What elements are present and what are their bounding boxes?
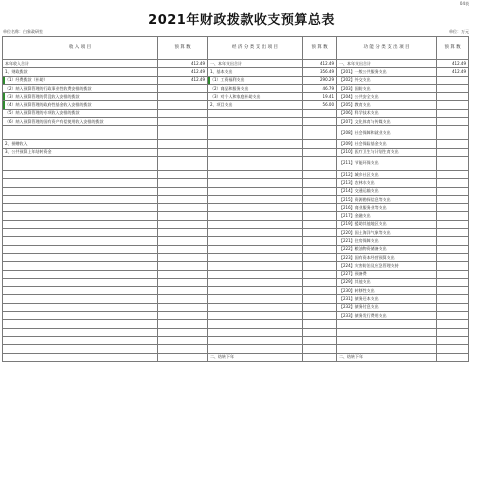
income-budget-cell[interactable] xyxy=(158,229,208,237)
functional-budget-cell[interactable] xyxy=(437,278,469,286)
economic-item-cell[interactable] xyxy=(208,303,303,311)
income-item-cell[interactable]: 本年收入合计 xyxy=(3,60,158,68)
functional-budget-cell[interactable] xyxy=(437,195,469,203)
income-item-cell[interactable] xyxy=(3,245,158,253)
income-budget-cell[interactable] xyxy=(158,353,208,361)
economic-budget-cell[interactable]: 356.49 xyxy=(303,68,337,76)
functional-item-cell[interactable]: 【219】援助其他地区支出 xyxy=(337,220,437,228)
functional-budget-cell[interactable] xyxy=(437,229,469,237)
table-row xyxy=(3,287,469,295)
functional-budget-cell[interactable]: 412.49 xyxy=(437,60,469,68)
functional-item-cell[interactable]: 【227】预备费 xyxy=(337,270,437,278)
income-item-cell[interactable]: （1）经费拨款（补助） xyxy=(3,76,158,84)
functional-item-cell[interactable]: 【229】其他支出 xyxy=(337,278,437,286)
economic-item-cell[interactable] xyxy=(208,179,303,187)
table-row xyxy=(3,76,469,84)
functional-budget-cell[interactable] xyxy=(437,320,469,328)
income-item-cell[interactable] xyxy=(3,156,158,170)
economic-budget-cell[interactable] xyxy=(303,328,337,336)
header-income-item[interactable]: 收 入 项 目 xyxy=(3,37,158,60)
header-income-budget[interactable]: 预 算 数 xyxy=(158,37,208,60)
income-budget-cell[interactable] xyxy=(158,295,208,303)
income-item-cell[interactable]: （3）纳入预算管理的罚没收入安排的拨款 xyxy=(3,93,158,101)
economic-budget-cell[interactable] xyxy=(303,179,337,187)
economic-item-cell[interactable] xyxy=(208,170,303,178)
functional-budget-cell[interactable] xyxy=(437,336,469,344)
table-row xyxy=(3,345,469,353)
economic-budget-cell[interactable] xyxy=(303,312,337,320)
functional-item-cell[interactable]: 【232】债务付息支出 xyxy=(337,303,437,311)
economic-item-cell[interactable] xyxy=(208,195,303,203)
functional-budget-cell[interactable] xyxy=(437,295,469,303)
functional-item-cell[interactable]: 【209】社会保险基金支出 xyxy=(337,140,437,148)
economic-item-cell[interactable]: 2、项目支出 xyxy=(208,101,303,109)
functional-budget-cell[interactable] xyxy=(437,262,469,270)
economic-budget-cell[interactable] xyxy=(303,187,337,195)
income-item-cell[interactable] xyxy=(3,212,158,220)
income-item-cell[interactable] xyxy=(3,270,158,278)
economic-budget-cell[interactable] xyxy=(303,295,337,303)
economic-budget-cell[interactable] xyxy=(303,320,337,328)
functional-budget-cell[interactable] xyxy=(437,237,469,245)
economic-item-cell[interactable] xyxy=(208,328,303,336)
table-row xyxy=(3,118,469,126)
economic-item-cell[interactable] xyxy=(208,220,303,228)
functional-item-cell[interactable] xyxy=(337,328,437,336)
header-functional-item[interactable]: 功 能 分 类 支 出 项 目 xyxy=(337,37,437,60)
income-budget-cell[interactable] xyxy=(158,262,208,270)
functional-budget-cell[interactable] xyxy=(437,204,469,212)
income-item-cell[interactable] xyxy=(3,253,158,261)
income-budget-cell[interactable] xyxy=(158,93,208,101)
functional-budget-cell[interactable] xyxy=(437,187,469,195)
economic-item-cell[interactable] xyxy=(208,187,303,195)
economic-item-cell[interactable] xyxy=(208,140,303,148)
functional-budget-cell[interactable] xyxy=(437,76,469,84)
economic-budget-cell[interactable] xyxy=(303,353,337,361)
income-item-cell[interactable] xyxy=(3,204,158,212)
table-row xyxy=(3,295,469,303)
economic-item-cell[interactable] xyxy=(208,229,303,237)
table-row xyxy=(3,336,469,344)
economic-budget-cell[interactable]: 412.49 xyxy=(303,60,337,68)
economic-item-cell[interactable] xyxy=(208,287,303,295)
economic-budget-cell[interactable] xyxy=(303,170,337,178)
economic-budget-cell[interactable] xyxy=(303,278,337,286)
economic-budget-cell[interactable] xyxy=(303,126,337,140)
economic-item-cell[interactable]: 二、结转下年 xyxy=(208,353,303,361)
income-item-cell[interactable] xyxy=(3,295,158,303)
income-item-cell[interactable] xyxy=(3,320,158,328)
income-budget-cell[interactable] xyxy=(158,312,208,320)
income-item-cell[interactable] xyxy=(3,229,158,237)
table-row xyxy=(3,229,469,237)
functional-budget-cell[interactable] xyxy=(437,303,469,311)
table-row xyxy=(3,303,469,311)
income-budget-cell[interactable] xyxy=(158,109,208,117)
functional-item-cell[interactable]: 【206】科学技术支出 xyxy=(337,109,437,117)
functional-budget-cell[interactable] xyxy=(437,345,469,353)
table-row xyxy=(3,179,469,187)
header-row xyxy=(3,37,469,60)
economic-budget-cell[interactable]: 46.79 xyxy=(303,84,337,92)
income-item-cell[interactable] xyxy=(3,278,158,286)
functional-item-cell[interactable]: 二、结转下年 xyxy=(337,353,437,361)
table-row xyxy=(3,320,469,328)
income-item-cell[interactable] xyxy=(3,353,158,361)
functional-item-cell[interactable]: 【205】教育支出 xyxy=(337,101,437,109)
functional-item-cell[interactable]: 【220】国土海洋气象等支出 xyxy=(337,229,437,237)
economic-item-cell[interactable] xyxy=(208,109,303,117)
budget-table xyxy=(2,36,469,362)
functional-budget-cell[interactable] xyxy=(437,253,469,261)
functional-budget-cell[interactable] xyxy=(437,148,469,156)
income-budget-cell[interactable] xyxy=(158,84,208,92)
table-row xyxy=(3,68,469,76)
income-budget-cell[interactable] xyxy=(158,126,208,140)
functional-budget-cell[interactable] xyxy=(437,170,469,178)
functional-item-cell[interactable]: 【221】住房保障支出 xyxy=(337,237,437,245)
functional-item-cell[interactable]: 【204】公共安全支出 xyxy=(337,93,437,101)
table-row xyxy=(3,253,469,261)
income-budget-cell[interactable] xyxy=(158,118,208,126)
economic-item-cell[interactable]: （2）商品和服务支出 xyxy=(208,84,303,92)
functional-budget-cell[interactable] xyxy=(437,84,469,92)
table-row xyxy=(3,278,469,286)
table-row xyxy=(3,312,469,320)
income-budget-cell[interactable] xyxy=(158,320,208,328)
table-row xyxy=(3,204,469,212)
functional-item-cell[interactable]: 【213】农林水支出 xyxy=(337,179,437,187)
page-title: 2021年财政拨款收支预算总表 xyxy=(148,13,335,28)
economic-item-cell[interactable] xyxy=(208,312,303,320)
functional-item-cell[interactable]: 【230】转移性支出 xyxy=(337,287,437,295)
income-budget-cell[interactable] xyxy=(158,303,208,311)
table-row xyxy=(3,212,469,220)
functional-budget-cell[interactable] xyxy=(437,156,469,170)
functional-item-cell[interactable]: 【223】国有资本经营预算支出 xyxy=(337,253,437,261)
functional-item-cell[interactable]: 【210】医疗卫生与计划生育支出 xyxy=(337,148,437,156)
table-row xyxy=(3,187,469,195)
table-row xyxy=(3,126,469,140)
table-row xyxy=(3,109,469,117)
functional-item-cell[interactable]: 【211】节能环保支出 xyxy=(337,156,437,170)
table-row xyxy=(3,195,469,203)
functional-item-cell[interactable] xyxy=(337,320,437,328)
functional-budget-cell[interactable] xyxy=(437,270,469,278)
income-item-cell[interactable]: 2、捐赠收入 xyxy=(3,140,158,148)
functional-item-cell[interactable]: 【212】城乡社区支出 xyxy=(337,170,437,178)
income-budget-cell[interactable] xyxy=(158,270,208,278)
economic-item-cell[interactable] xyxy=(208,212,303,220)
functional-item-cell[interactable]: 【233】债务发行费用支出 xyxy=(337,312,437,320)
functional-item-cell[interactable]: 【224】灾害防治及应急管理支持 xyxy=(337,262,437,270)
header-economic-item[interactable]: 经 济 分 类 支 出 项 目 xyxy=(208,37,303,60)
income-budget-cell[interactable] xyxy=(158,345,208,353)
functional-item-cell[interactable] xyxy=(337,336,437,344)
functional-item-cell[interactable]: 【216】商业服务业等支出 xyxy=(337,204,437,212)
economic-budget-cell[interactable] xyxy=(303,204,337,212)
economic-item-cell[interactable]: （1）工资福利支出 xyxy=(208,76,303,84)
table-row xyxy=(3,170,469,178)
functional-item-cell[interactable]: 【222】粮油物资储备支出 xyxy=(337,245,437,253)
page-number: 04表 xyxy=(459,1,469,6)
table-row xyxy=(3,140,469,148)
functional-item-cell[interactable]: 【217】金融支出 xyxy=(337,212,437,220)
functional-budget-cell[interactable] xyxy=(437,126,469,140)
income-item-cell[interactable]: （6）纳入预算管理的国有资产有偿使用收入安排的拨款 xyxy=(3,118,158,126)
economic-item-cell[interactable] xyxy=(208,148,303,156)
income-budget-cell[interactable] xyxy=(158,101,208,109)
income-item-cell[interactable] xyxy=(3,187,158,195)
economic-budget-cell[interactable] xyxy=(303,336,337,344)
functional-item-cell[interactable]: 【203】国防支出 xyxy=(337,84,437,92)
table-row xyxy=(3,237,469,245)
economic-budget-cell[interactable] xyxy=(303,262,337,270)
income-budget-cell[interactable] xyxy=(158,179,208,187)
income-item-cell[interactable] xyxy=(3,287,158,295)
functional-item-cell[interactable]: 【231】债务还本支出 xyxy=(337,295,437,303)
income-budget-cell[interactable] xyxy=(158,156,208,170)
economic-budget-cell[interactable]: 290.29 xyxy=(303,76,337,84)
header-economic-budget[interactable]: 预 算 数 xyxy=(303,37,337,60)
table-row xyxy=(3,245,469,253)
income-budget-cell[interactable] xyxy=(158,170,208,178)
economic-budget-cell[interactable] xyxy=(303,109,337,117)
income-item-cell[interactable] xyxy=(3,179,158,187)
functional-budget-cell[interactable] xyxy=(437,118,469,126)
economic-item-cell[interactable] xyxy=(208,270,303,278)
income-item-cell[interactable] xyxy=(3,170,158,178)
table-row xyxy=(3,262,469,270)
economic-item-cell[interactable] xyxy=(208,126,303,140)
functional-item-cell[interactable]: 【215】资源勘探信息等支出 xyxy=(337,195,437,203)
economic-item-cell[interactable] xyxy=(208,262,303,270)
economic-budget-cell[interactable] xyxy=(303,212,337,220)
economic-budget-cell[interactable] xyxy=(303,156,337,170)
economic-item-cell[interactable]: 1、基本支出 xyxy=(208,68,303,76)
functional-item-cell[interactable]: 【202】外交支出 xyxy=(337,76,437,84)
income-item-cell[interactable]: 3、公共预算上年结转资金 xyxy=(3,148,158,156)
economic-budget-cell[interactable] xyxy=(303,220,337,228)
economic-item-cell[interactable] xyxy=(208,345,303,353)
income-budget-cell[interactable] xyxy=(158,204,208,212)
economic-item-cell[interactable] xyxy=(208,336,303,344)
economic-budget-cell[interactable] xyxy=(303,345,337,353)
functional-budget-cell[interactable] xyxy=(437,93,469,101)
income-item-cell[interactable] xyxy=(3,237,158,245)
functional-budget-cell[interactable] xyxy=(437,212,469,220)
functional-budget-cell[interactable] xyxy=(437,109,469,117)
functional-item-cell[interactable]: 【208】社会保障和就业支出 xyxy=(337,126,437,140)
income-item-cell[interactable] xyxy=(3,262,158,270)
income-item-cell[interactable] xyxy=(3,345,158,353)
budget-table-body xyxy=(3,37,469,362)
functional-budget-cell[interactable] xyxy=(437,328,469,336)
table-row xyxy=(3,101,469,109)
income-budget-cell[interactable] xyxy=(158,140,208,148)
economic-item-cell[interactable] xyxy=(208,118,303,126)
income-budget-cell[interactable] xyxy=(158,253,208,261)
functional-item-cell[interactable]: 一、本年支出合计 xyxy=(337,60,437,68)
economic-item-cell[interactable] xyxy=(208,253,303,261)
economic-item-cell[interactable] xyxy=(208,320,303,328)
income-budget-cell[interactable] xyxy=(158,328,208,336)
income-item-cell[interactable] xyxy=(3,328,158,336)
functional-budget-cell[interactable] xyxy=(437,179,469,187)
income-budget-cell[interactable]: 412.49 xyxy=(158,68,208,76)
income-item-cell[interactable] xyxy=(3,312,158,320)
functional-item-cell[interactable]: 【214】交通运输支出 xyxy=(337,187,437,195)
income-budget-cell[interactable] xyxy=(158,287,208,295)
income-budget-cell[interactable]: 412.49 xyxy=(158,60,208,68)
income-item-cell[interactable] xyxy=(3,220,158,228)
income-budget-cell[interactable] xyxy=(158,212,208,220)
economic-item-cell[interactable]: （3）对个人和家庭补助支出 xyxy=(208,93,303,101)
economic-item-cell[interactable] xyxy=(208,156,303,170)
table-row xyxy=(3,328,469,336)
income-budget-cell[interactable] xyxy=(158,148,208,156)
economic-budget-cell[interactable] xyxy=(303,148,337,156)
economic-budget-cell[interactable]: 19.41 xyxy=(303,93,337,101)
table-row xyxy=(3,220,469,228)
functional-budget-cell[interactable] xyxy=(437,312,469,320)
income-item-cell[interactable]: （2）纳入预算管理的行政事业性收费安排的拨款 xyxy=(3,84,158,92)
economic-budget-cell[interactable] xyxy=(303,118,337,126)
functional-budget-cell[interactable] xyxy=(437,101,469,109)
functional-budget-cell[interactable] xyxy=(437,140,469,148)
table-row xyxy=(3,93,469,101)
table-row xyxy=(3,270,469,278)
table-row xyxy=(3,84,469,92)
functional-budget-cell[interactable] xyxy=(437,353,469,361)
economic-item-cell[interactable] xyxy=(208,204,303,212)
functional-budget-cell[interactable]: 412.49 xyxy=(437,68,469,76)
functional-budget-cell[interactable] xyxy=(437,287,469,295)
income-item-cell[interactable] xyxy=(3,303,158,311)
functional-item-cell[interactable] xyxy=(337,345,437,353)
income-budget-cell[interactable] xyxy=(158,237,208,245)
income-item-cell[interactable]: 1、财政拨款 xyxy=(3,68,158,76)
income-budget-cell[interactable]: 412.49 xyxy=(158,76,208,84)
economic-budget-cell[interactable]: 56.00 xyxy=(303,101,337,109)
economic-budget-cell[interactable] xyxy=(303,270,337,278)
income-item-cell[interactable] xyxy=(3,126,158,140)
economic-budget-cell[interactable] xyxy=(303,287,337,295)
income-item-cell[interactable]: （4）纳入预算管理的政府性基金收入安排的拨款 xyxy=(3,101,158,109)
table-row xyxy=(3,60,469,68)
income-budget-cell[interactable] xyxy=(158,278,208,286)
income-budget-cell[interactable] xyxy=(158,187,208,195)
table-row xyxy=(3,148,469,156)
income-item-cell[interactable] xyxy=(3,195,158,203)
economic-budget-cell[interactable] xyxy=(303,237,337,245)
economic-item-cell[interactable]: 一、本年支出合计 xyxy=(208,60,303,68)
economic-budget-cell[interactable] xyxy=(303,245,337,253)
economic-budget-cell[interactable] xyxy=(303,253,337,261)
table-row xyxy=(3,156,469,170)
income-item-cell[interactable] xyxy=(3,336,158,344)
income-item-cell[interactable]: （5）纳入预算管理的专项收入安排的拨款 xyxy=(3,109,158,117)
income-budget-cell[interactable] xyxy=(158,220,208,228)
economic-item-cell[interactable] xyxy=(208,237,303,245)
income-budget-cell[interactable] xyxy=(158,245,208,253)
economic-budget-cell[interactable] xyxy=(303,303,337,311)
functional-budget-cell[interactable] xyxy=(437,245,469,253)
currency-unit-label: 单位：万元 xyxy=(449,29,469,34)
economic-item-cell[interactable] xyxy=(208,295,303,303)
header-functional-budget[interactable]: 预 算 数 xyxy=(437,37,469,60)
economic-item-cell[interactable] xyxy=(208,278,303,286)
economic-budget-cell[interactable] xyxy=(303,140,337,148)
functional-budget-cell[interactable] xyxy=(437,220,469,228)
economic-budget-cell[interactable] xyxy=(303,195,337,203)
functional-item-cell[interactable]: 【207】文化体育与传媒支出 xyxy=(337,118,437,126)
income-budget-cell[interactable] xyxy=(158,195,208,203)
economic-budget-cell[interactable] xyxy=(303,229,337,237)
table-row xyxy=(3,353,469,361)
unit-name-label: 单位名称：白象政研室 xyxy=(3,29,43,34)
economic-item-cell[interactable] xyxy=(208,245,303,253)
functional-item-cell[interactable]: 【201】一般公共服务支出 xyxy=(337,68,437,76)
income-budget-cell[interactable] xyxy=(158,336,208,344)
